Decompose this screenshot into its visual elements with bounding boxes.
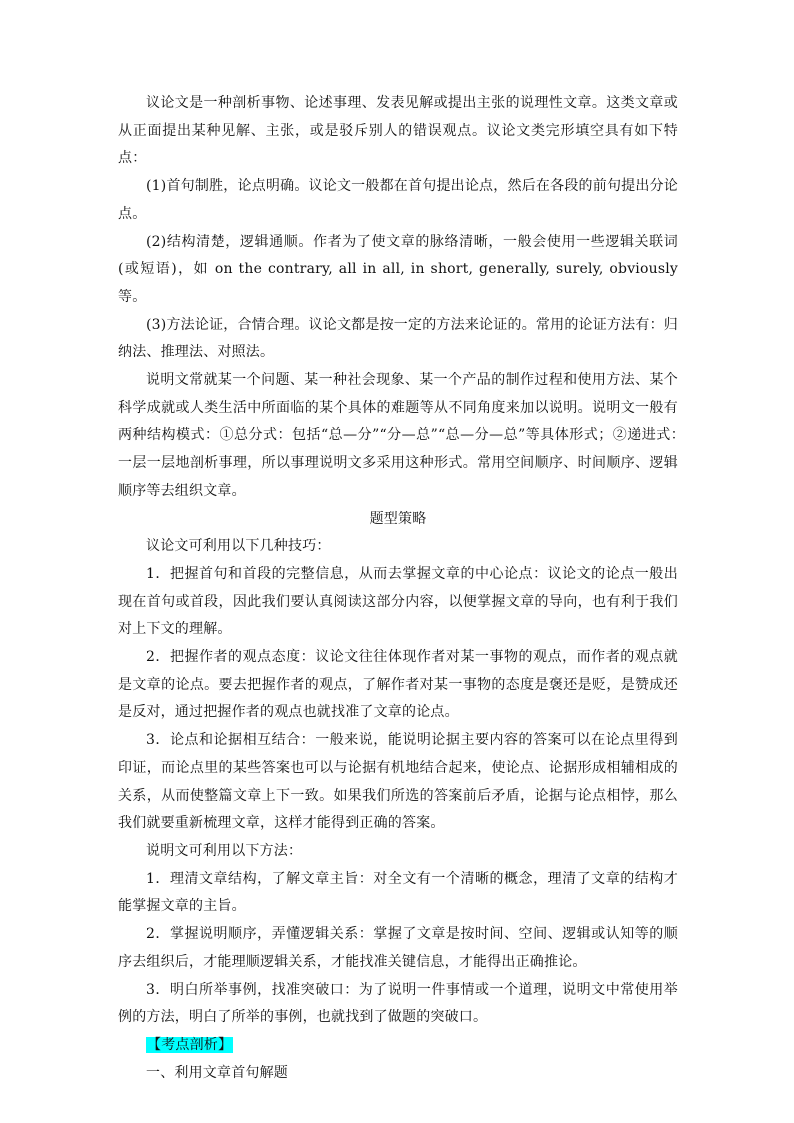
argument-tip-2: 2．把握作者的观点态度：议论文往往体现作者对某一事物的观点，而作者的观点就是文章的论点。要去把握作者的观点，了解作者对某一事物的态度是褒还是贬，是赞成还是反对，通过把握作者的观点也就找准了文章的论点。: [118, 649, 678, 721]
feature-2: (2)结构清楚，逻辑通顺。作者为了使文章的脉络清晰，一般会使用一些逻辑关联词(或短语)，如 on the contrary, all in all, in short, generally, surely, obviously 等。: [118, 233, 678, 305]
expository-tip-1: 1．理清文章结构，了解文章主旨：对全文有一个清晰的概念，理清了文章的结构才能掌握文章的主旨。: [118, 870, 678, 915]
analysis-label-line: [118, 1032, 678, 1060]
argument-tip-1: 1．把握首句和首段的完整信息，从而去掌握文章的中心论点：议论文的论点一般出现在首句或首段，因此我们要认真阅读这部分内容，以便掌握文章的导向，也有利于我们对上下文的理解。: [118, 565, 678, 638]
feature-3: (3)方法论证，合情合理。议论文都是按一定的方法来论证的。常用的论证方法有：归纳法、推理法、对照法。: [118, 316, 678, 361]
document-page: [118, 90, 693, 1087]
expository-tip-3: 3．明白所举事例，找准突破口：为了说明一件事情或一个道理，说明文中常使用举例的方法，明白了所举的事例，也就找到了做题的突破口。: [118, 981, 678, 1026]
section-title: 题型策略: [369, 510, 427, 527]
expository-intro: 说明文可利用以下方法：: [146, 842, 303, 859]
subheading: 一、利用文章首句解题: [146, 1064, 288, 1081]
expository-paragraph: 说明文常就某一个问题、某一种社会现象、某一个产品的制作过程和使用方法、某个科学成就或人类生活中所面临的某个具体的难题等从不同角度来加以说明。说明文一般有两种结构模式：①总分式：包括“总—分”“分—总”“总—分—总”等具体形式；②递进式： 一层一层地剖析事理，所以事理说明文多采用这种形式。常用空间顺序、时间顺序、逻辑顺序等去组织文章。: [118, 372, 693, 499]
intro-paragraph: 议论文是一种剖析事物、论述事理、发表见解或提出主张的说理性文章。这类文章或从正面提出某种见解、主张，或是驳斥别人的错误观点。议论文类完形填空具有如下特点：: [118, 95, 678, 167]
expository-tip-2: 2．掌握说明顺序，弄懂逻辑关系：掌握了文章是按时间、空间、逻辑或认知等的顺序去组织后，才能理顺逻辑关系，才能找准关键信息，才能得出正确推论。: [118, 926, 678, 970]
argument-intro: 议论文可利用以下几种技巧：: [146, 538, 331, 555]
feature-1: (1)首句制胜，论点明确。议论文一般都在首句提出论点，然后在各段的前句提出分论点。: [118, 178, 678, 222]
analysis-label: 【考点剖析】: [147, 1036, 233, 1053]
argument-tip-3: 3．论点和论据相互结合：一般来说，能说明论据主要内容的答案可以在论点里得到印证，而论点里的某些答案也可以与论据有机地结合起来，使论点、论据形成相辅相成的关系，从而使整篇文章上下一致。如果我们所选的答案前后矛盾，论据与论点相悖，那么我们就要重新梳理文章，这样才能得到正确的答案。: [118, 732, 678, 832]
